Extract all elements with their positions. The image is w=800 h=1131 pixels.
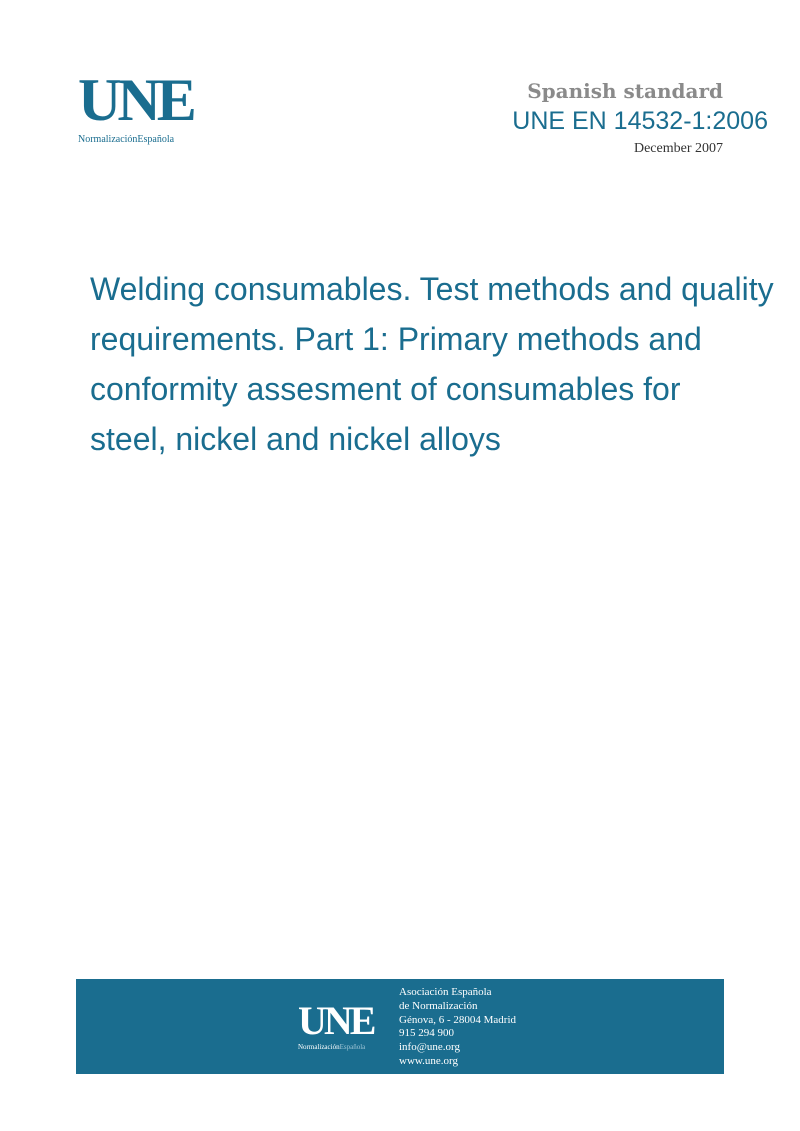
org-email[interactable]: info@une.org (399, 1041, 460, 1054)
org-address: Génova, 6 - 28004 Madrid (399, 1013, 517, 1026)
standard-date: December 2007 (633, 141, 723, 156)
org-name-line1: Asociación Española (399, 986, 492, 998)
footer-logo (298, 998, 374, 1051)
standard-kind: Spanish standard (527, 79, 723, 103)
title-line: conformity assesment of consumables for (90, 371, 681, 407)
title-line: requirements. Part 1: Primary methods and (90, 321, 702, 357)
une-logo (78, 67, 198, 150)
document-title (90, 264, 790, 464)
org-phone: 915 294 900 (399, 1027, 454, 1040)
standard-code: UNE EN 14532-1:2006 (512, 107, 768, 135)
footer-logo-tagline: NormalizaciónEspañola (298, 1043, 366, 1051)
title-line: steel, nickel and nickel alloys (90, 421, 501, 457)
footer-contact (399, 986, 516, 1069)
logo-tagline: NormalizaciónEspañola (78, 134, 175, 145)
title-line: Welding consumables. Test methods and quality (90, 271, 774, 307)
logo-wordmark: UNE (78, 67, 193, 133)
standard-header (512, 78, 768, 160)
footer-logo-wordmark: UNE (298, 998, 374, 1043)
org-name-line2: de Normalización (399, 999, 478, 1012)
org-website[interactable]: www.une.org (399, 1054, 458, 1067)
footer-banner (76, 979, 724, 1074)
